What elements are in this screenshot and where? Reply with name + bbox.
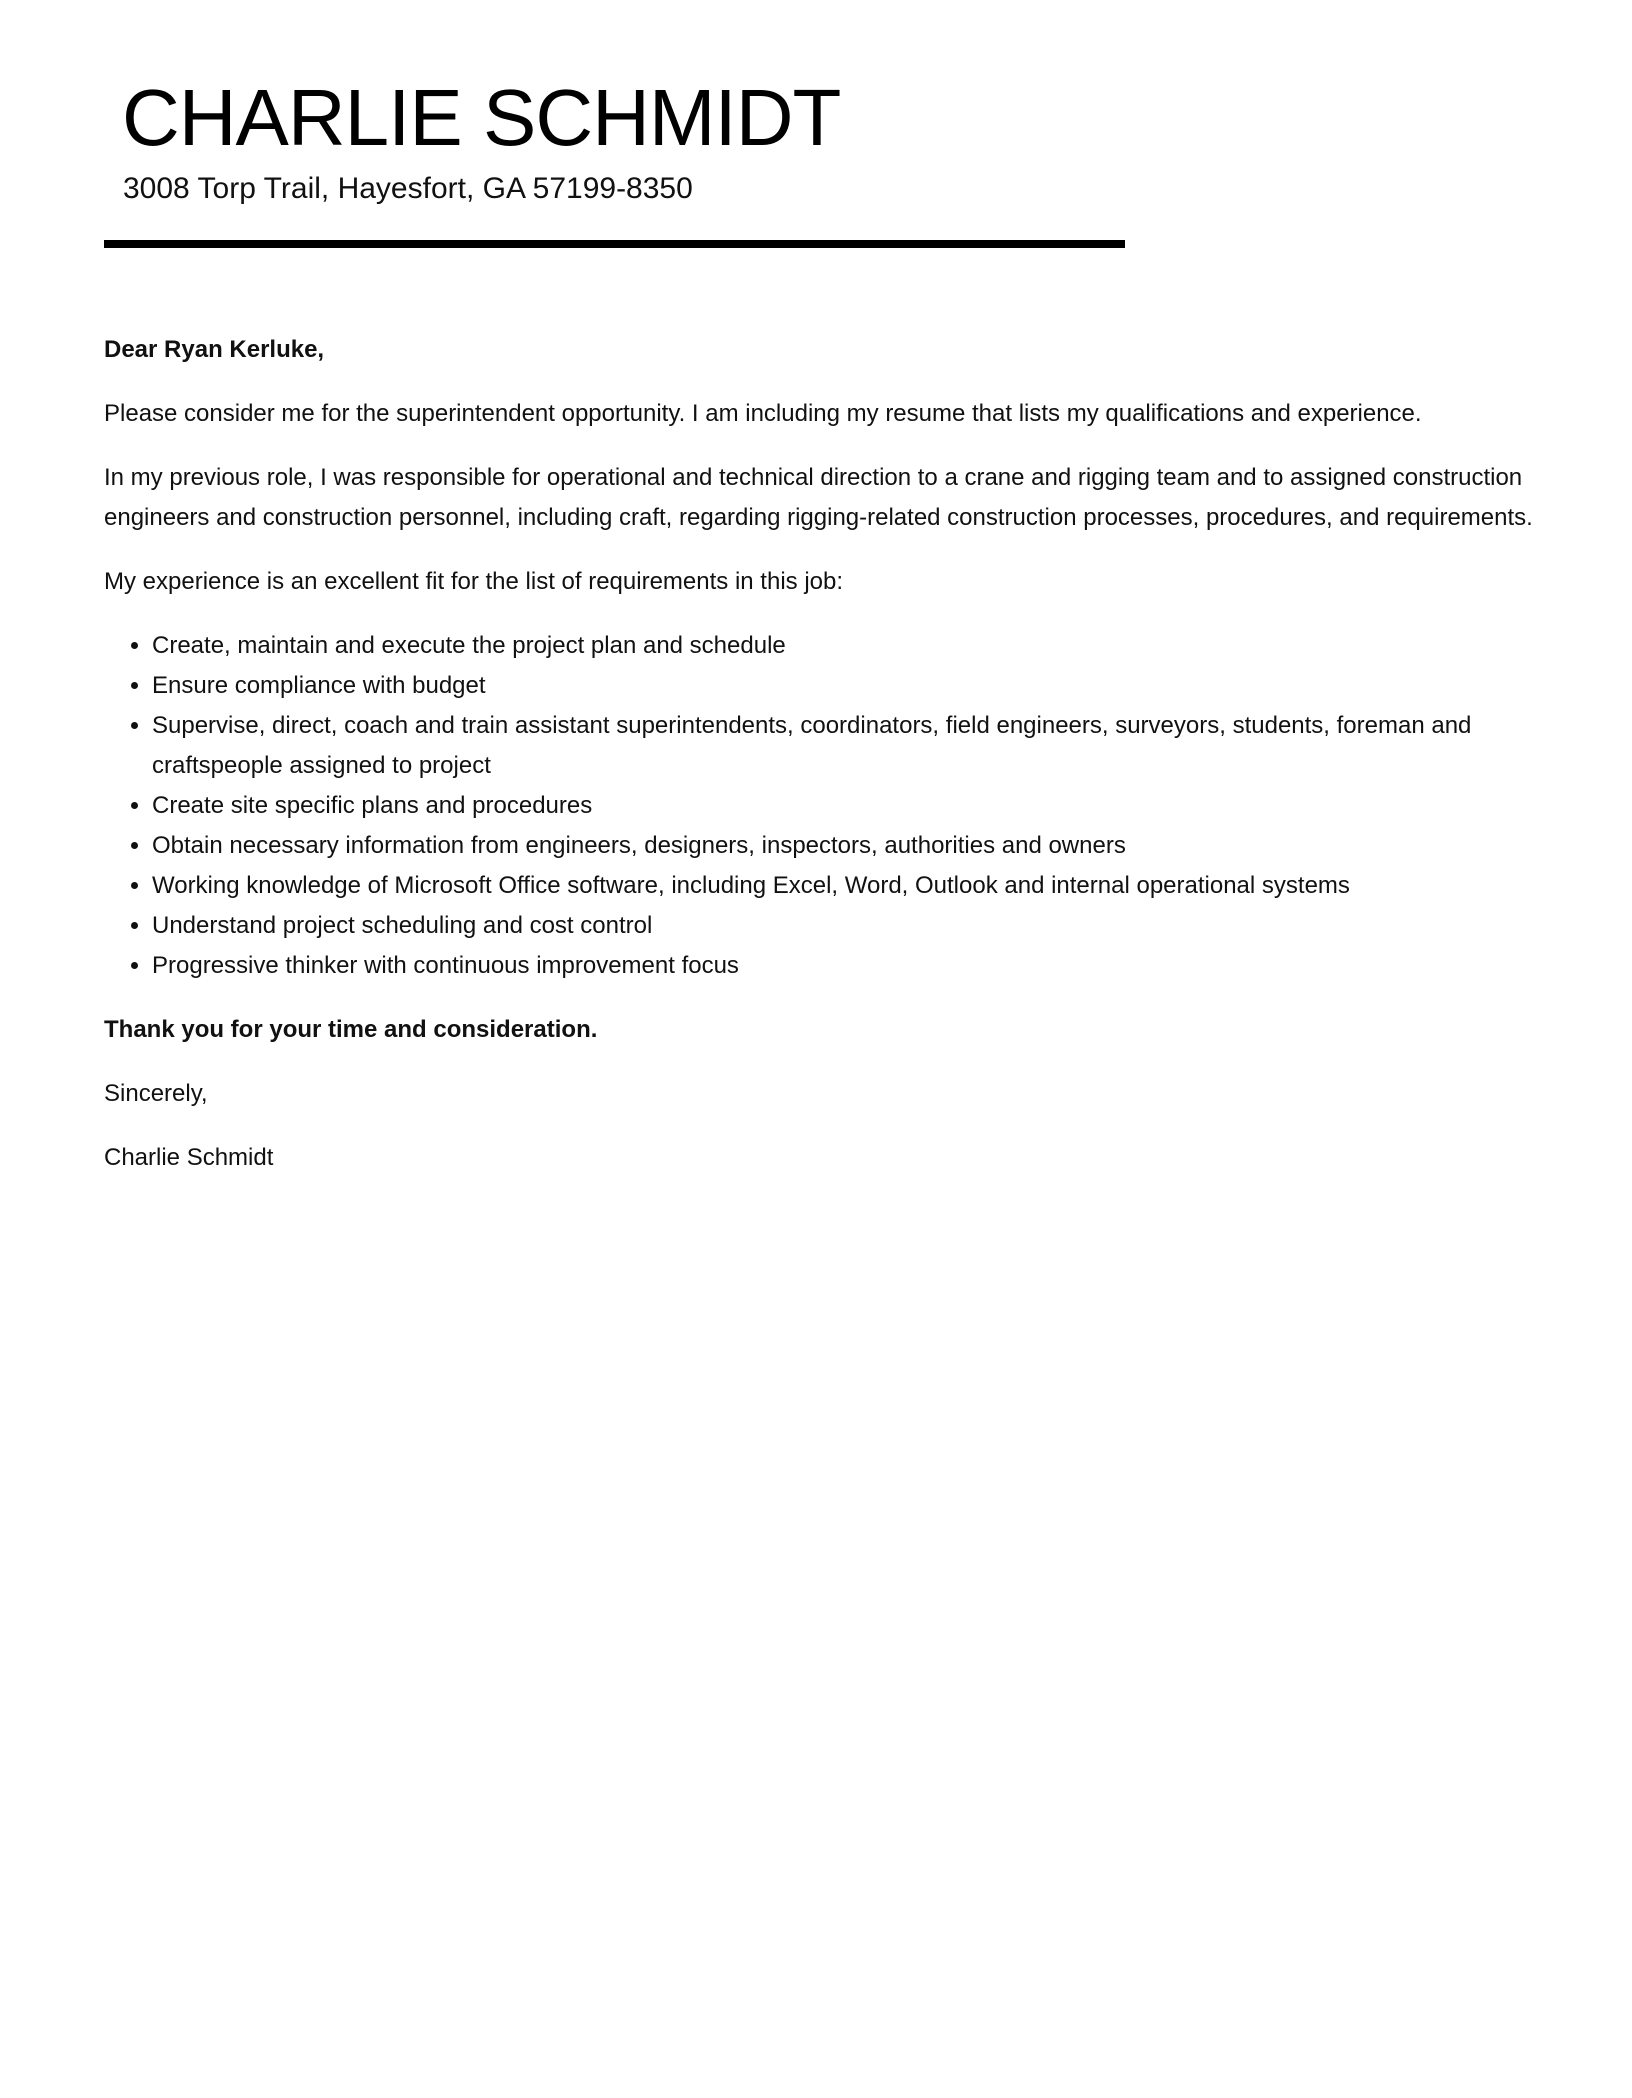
applicant-name: CHARLIE SCHMIDT xyxy=(122,73,841,162)
letter-body xyxy=(104,330,1544,1202)
closing-line: Thank you for your time and consideration. xyxy=(104,1016,598,1043)
list-item: • Ensure compliance with budget xyxy=(152,666,1544,706)
list-item: • Progressive thinker with continuous improvement focus xyxy=(152,946,1544,986)
list-item: • Create site specific plans and procedures xyxy=(152,786,1544,826)
requirements-list xyxy=(104,626,1544,986)
applicant-address: 3008 Torp Trail, Hayesfort, GA 57199-8350 xyxy=(123,172,693,205)
signoff: Sincerely, xyxy=(104,1080,208,1107)
header-divider xyxy=(104,240,1125,248)
experience-paragraph: In my previous role, I was responsible for operational and technical direction to a crane and rigging team and to assigned construction engineers and construction personnel, including craft, regarding rigging-related construction processes, procedures, and requirements. xyxy=(104,464,1533,531)
list-item: • Working knowledge of Microsoft Office software, including Excel, Word, Outlook and internal operational systems xyxy=(152,866,1544,906)
list-item: • Create, maintain and execute the project plan and schedule xyxy=(152,626,1544,666)
list-item: • Supervise, direct, coach and train assistant superintendents, coordinators, field engineers, surveyors, students, foreman and craftspeople assigned to project xyxy=(152,706,1544,786)
fit-paragraph: My experience is an excellent fit for the list of requirements in this job: xyxy=(104,568,844,595)
intro-paragraph: Please consider me for the superintendent opportunity. I am including my resume that lists my qualifications and experience. xyxy=(104,400,1422,427)
list-item: • Understand project scheduling and cost control xyxy=(152,906,1544,946)
signature: Charlie Schmidt xyxy=(104,1144,274,1171)
salutation: Dear Ryan Kerluke, xyxy=(104,336,325,363)
list-item: • Obtain necessary information from engineers, designers, inspectors, authorities and owners xyxy=(152,826,1544,866)
